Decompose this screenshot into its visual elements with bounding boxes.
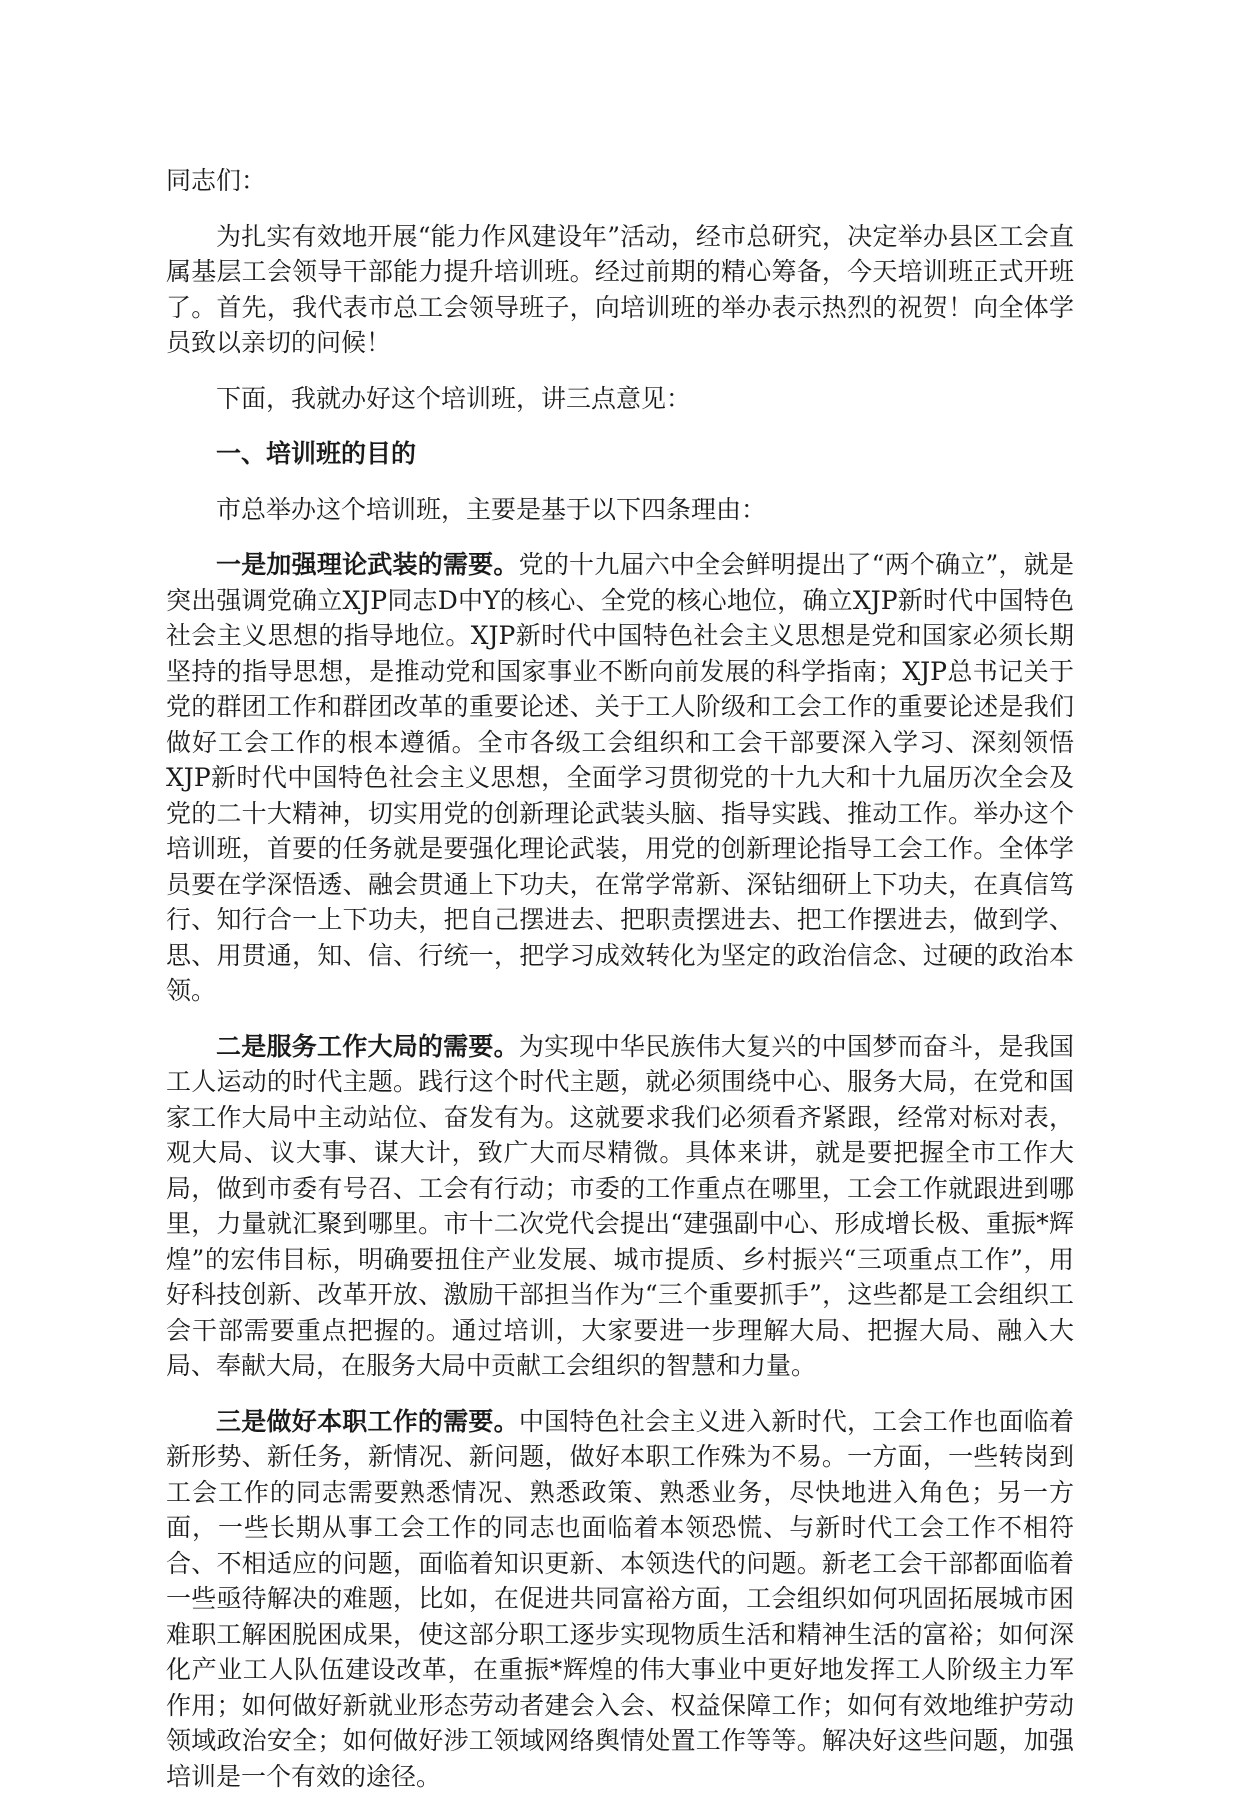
reason-paragraph-3: [166, 1404, 1074, 1795]
reason-lead: 二是服务工作大局的需要。: [216, 1031, 519, 1061]
section-intro-paragraph: 市总举办这个培训班，主要是基于以下四条理由：: [216, 494, 767, 524]
section-heading: 一、培训班的目的: [216, 439, 417, 468]
reason-lead: 三是做好本职工作的需要。: [216, 1406, 519, 1436]
reason-body: 党的十九届六中全会鲜明提出了“两个确立”，就是突出强调党确立XJP同志D中Y的核心、全党的核心地位，确立XJP新时代中国特色社会主义思想的指导地位。XJP新时代中国特色社会主义思想是党和国家必须长期坚持的指导思想，是推动党和国家事业不断向前发展的科学指南；XJP总书记关于党的群团工作和群团改革的重要论述、关于工人阶级和工会工作的重要论述是我们做好工会工作的根本遵循。全市各级工会组织和工会干部要深入学习、深刻领悟 XJP新时代中国特色社会主义思想，全面学习贯彻党的十九大和十九届历次全会及党的二十大精神，切实用党的创新理论武装头脑、指导实践、推动工作。举办这个培训班，首要的任务就是要强化理论武装，用党的创新理论指导工会工作。全体学员要在学深悟透、融会贯通上下功夫，在常学常新、深钻细研上下功夫，在真信笃行、知行合一上下功夫，把自己摆进去、把职责摆进去、把工作摆进去，做到学、思、用贯通，知、信、行统一，把学习成效转化为坚定的政治信念、过硬的政治本领。: [166, 550, 1074, 1005]
salutation: 同志们：: [166, 166, 267, 195]
intro-paragraph: 为扎实有效地开展“能力作风建设年”活动，经市总研究，决定举办县区工会直属基层工会领导干部能力提升培训班。经过前期的精心筹备，今天培训班正式开班了。首先，我代表市总工会领导班子，向培训班的举办表示热烈的祝贺！向全体学员致以亲切的问候！: [166, 221, 1074, 357]
document-body: [166, 163, 1074, 1814]
reason-body: 为实现中华民族伟大复兴的中国梦而奋斗，是我国工人运动的时代主题。践行这个时代主题，就必须围绕中心、服务大局，在党和国家工作大局中主动站位、奋发有为。这就要求我们必须看齐紧跟，经常对标对表，观大局、议大事、谋大计，致广大而尽精微。具体来讲，就是要把握全市工作大局，做到市委有号召、工会有行动；市委的工作重点在哪里，工会工作就跟进到哪里，力量就汇聚到哪里。市十二次党代会提出“建强副中心、形成增长极、重振*辉煌”的宏伟目标，明确要扭住产业发展、城市提质、乡村振兴“三项重点工作”，用好科技创新、改革开放、激励干部担当作为“三个重要抓手”，这些都是工会组织工会干部需要重点把握的。通过培训，大家要进一步理解大局、把握大局、融入大局、奉献大局，在服务大局中贡献工会组织的智慧和力量。: [166, 1031, 1074, 1380]
reason-lead: 一是加强理论武装的需要。: [216, 550, 519, 579]
reason-paragraph-1: [166, 547, 1074, 1009]
reason-paragraph-2: [166, 1029, 1074, 1384]
transition-paragraph: 下面，我就办好这个培训班，讲三点意见：: [216, 383, 692, 413]
reason-body: 中国特色社会主义进入新时代，工会工作也面临着新形势、新任务，新情况、新问题，做好本职工作殊为不易。一方面，一些转岗到工会工作的同志需要熟悉情况、熟悉政策、熟悉业务，尽快地进入角色；另一方面，一些长期从事工会工作的同志也面临着本领恐慌、与新时代工会工作不相符合、不相适应的问题，面临着知识更新、本领迭代的问题。新老工会干部都面临着一些亟待解决的难题，比如，在促进共同富裕方面，工会组织如何巩固拓展城市困难职工解困脱困成果，使这部分职工逐步实现物质生活和精神生活的富裕；如何深化产业工人队伍建设改革，在重振*辉煌的伟大事业中更好地发挥工人阶级主力军作用；如何做好新就业形态劳动者建会入会、权益保障工作；如何有效地维护劳动领域政治安全；如何做好涉工领域网络舆情处置工作等等。解决好这些问题，加强培训是一个有效的途径。: [166, 1406, 1074, 1791]
